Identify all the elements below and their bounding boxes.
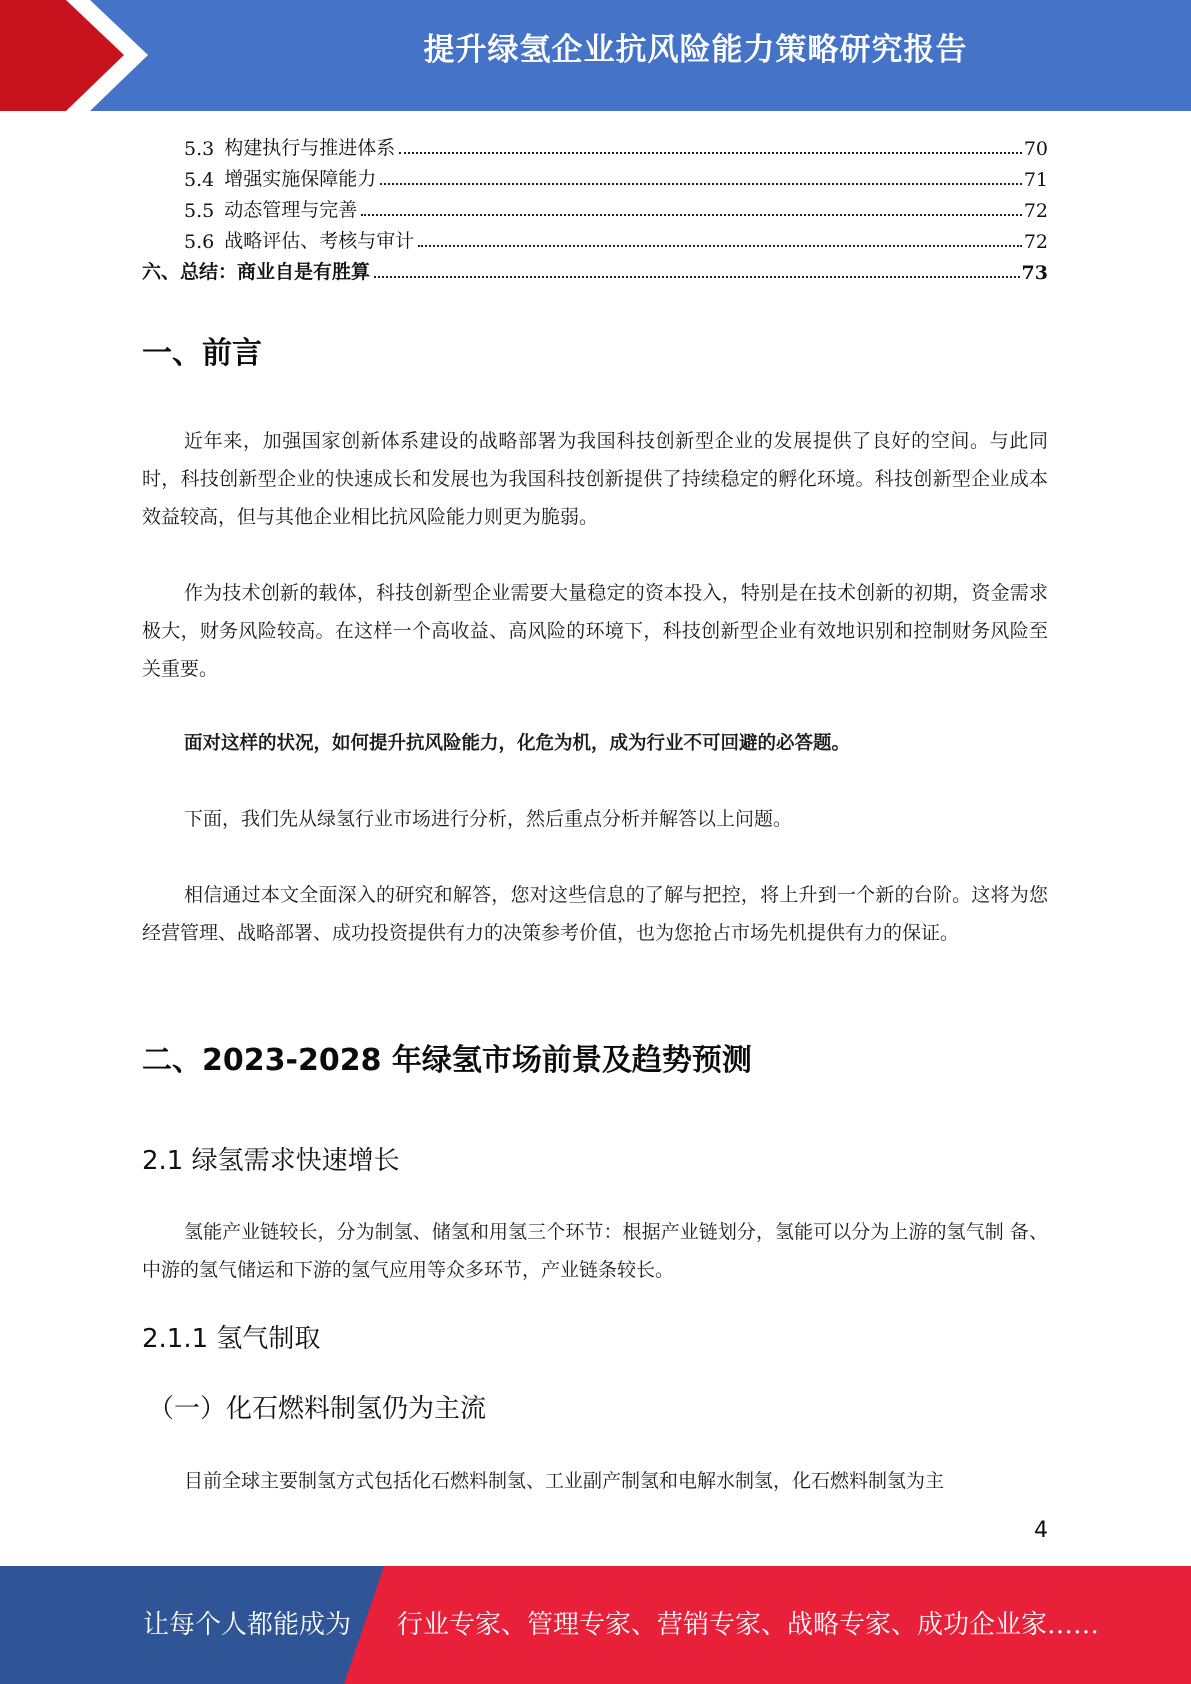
footer-slogan-right: 行业专家、管理专家、营销专家、战略专家、成功企业家……	[397, 1610, 1100, 1640]
toc-page-number: 73	[1021, 262, 1048, 284]
page-header-band	[0, 0, 1191, 111]
paragraph: 下面，我们先从绿氢行业市场进行分析，然后重点分析并解答以上问题。	[184, 808, 793, 830]
paragraph: 作为技术创新的载体，科技创新型企业需要大量稳定的资本投入，特别是在技术创新的初期，资金需求极大，财务风险较高。在这样一个高收益、高风险的环境下，科技创新型企业有效地识别和控制财务风险至关重要。	[142, 582, 1048, 680]
toc-label: 六、总结：商业自是有胜算	[142, 261, 371, 283]
toc-entry-chapter[interactable]	[142, 253, 1048, 284]
toc-entry[interactable]	[142, 160, 1048, 191]
toc-page-number: 72	[1023, 231, 1048, 253]
toc-page-number: 70	[1023, 138, 1048, 160]
toc-entry[interactable]	[142, 129, 1048, 160]
toc-number: 5.6	[184, 231, 215, 253]
toc-dot-leader	[361, 213, 1022, 216]
toc-dot-leader	[374, 275, 1020, 278]
toc-entry[interactable]	[142, 191, 1048, 222]
toc-page-number: 71	[1023, 169, 1048, 191]
page-number: 4	[1034, 1518, 1048, 1543]
subsection-heading: （一）化石燃料制氢仍为主流	[148, 1394, 487, 1424]
section-heading: 一、前言	[142, 336, 262, 371]
toc-dot-leader	[399, 151, 1022, 154]
subsection-heading: 2.1.1 氢气制取	[142, 1324, 321, 1354]
table-of-contents	[142, 129, 1048, 284]
paragraph: 氢能产业链较长，分为制氢、储氢和用氢三个环节：根据产业链划分，氢能可以分为上游的氢气制 备、中游的氢气储运和下游的氢气应用等众多环节，产业链条较长。	[142, 1221, 1048, 1281]
paragraph: 近年来，加强国家创新体系建设的战略部署为我国科技创新型企业的发展提供了良好的空间。与此同时，科技创新型企业的快速成长和发展也为我国科技创新提供了持续稳定的孵化环境。科技创新型企业成本效益较高，但与其他企业相比抗风险能力则更为脆弱。	[142, 430, 1048, 528]
toc-label: 动态管理与完善	[224, 199, 358, 221]
header-arrow-decoration	[0, 0, 200, 111]
paragraph: 相信通过本文全面深入的研究和解答，您对这些信息的了解与把控，将上升到一个新的台阶。这将为您经营管理、战略部署、成功投资提供有力的决策参考价值，也为您抢占市场先机提供有力的保证。	[142, 884, 1048, 944]
toc-label: 构建执行与推进体系	[224, 137, 396, 159]
footer-slogan-left: 让每个人都能成为	[143, 1610, 352, 1640]
report-title: 提升绿氢企业抗风险能力策略研究报告	[423, 32, 968, 68]
emphasis-paragraph: 面对这样的状况，如何提升抗风险能力，化危为机，成为行业不可回避的必答题。	[184, 733, 851, 754]
toc-entry[interactable]	[142, 222, 1048, 253]
toc-label: 战略评估、考核与审计	[224, 230, 415, 252]
toc-number: 5.4	[184, 169, 215, 191]
page-footer-band	[0, 1566, 1191, 1684]
subsection-heading: 2.1 绿氢需求快速增长	[142, 1146, 400, 1176]
toc-number: 5.5	[184, 200, 215, 222]
section-heading: 二、2023-2028 年绿氢市场前景及趋势预测	[142, 1043, 752, 1078]
toc-dot-leader	[418, 244, 1022, 247]
paragraph: 目前全球主要制氢方式包括化石燃料制氢、工业副产制氢和电解水制氢，化石燃料制氢为主	[184, 1470, 945, 1492]
toc-dot-leader	[380, 182, 1022, 185]
toc-page-number: 72	[1023, 200, 1048, 222]
toc-label: 增强实施保障能力	[224, 168, 377, 190]
toc-number: 5.3	[184, 138, 215, 160]
